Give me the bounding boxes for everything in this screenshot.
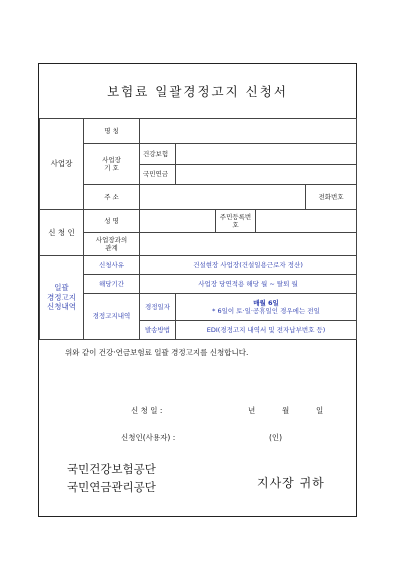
date-month-label: 월 xyxy=(282,406,290,415)
date-value-note: * 6일이 토·일·공휴일인 경우에는 전일 xyxy=(212,307,320,315)
business-section-label: 사업장 xyxy=(40,119,84,210)
address-field[interactable] xyxy=(140,185,306,210)
national-pension-field[interactable] xyxy=(176,165,357,185)
business-name-field[interactable] xyxy=(140,119,357,144)
relation-field[interactable] xyxy=(140,233,357,256)
rrn-field[interactable] xyxy=(256,210,357,233)
phone-label: 전화번호 xyxy=(306,185,357,210)
addressee: 지사장 귀하 xyxy=(257,476,325,490)
business-number-label: 사업장 기 호 xyxy=(84,144,140,185)
seal-mark: (인) xyxy=(269,433,283,442)
relation-label: 사업장과의 관계 xyxy=(84,233,140,256)
application-form xyxy=(38,63,357,517)
applicant-name-field[interactable] xyxy=(140,210,216,233)
form-title: 보험료 일괄경정고지 신청서 xyxy=(107,84,288,99)
date-value xyxy=(176,294,357,321)
national-pension-label: 국민연금 xyxy=(140,165,176,185)
method-label: 발송방법 xyxy=(140,321,176,340)
date-day-label: 일 xyxy=(316,406,324,415)
health-insurance-field[interactable] xyxy=(176,144,357,165)
applicant-name-label: 성 명 xyxy=(84,210,140,233)
date-value-main: 매월 6일 xyxy=(253,298,279,307)
period-value: 사업장 당연적용 해당 월 ~ 탈퇴 월 xyxy=(140,275,357,294)
reason-label: 신청사유 xyxy=(84,256,140,275)
form-table xyxy=(39,118,357,340)
health-insurance-label: 건강보험 xyxy=(140,144,176,165)
date-year-label: 년 xyxy=(248,406,256,415)
reason-value: 건설현장 사업장(건설일용근로자 정산) xyxy=(140,256,357,275)
address-label: 주 소 xyxy=(84,185,140,210)
method-value: EDI(경정고지 내역서 및 전자납부번호 등) xyxy=(176,321,357,340)
organization-pension: 국민연금관리공단 xyxy=(67,480,156,494)
business-name-label: 명 칭 xyxy=(84,119,140,144)
organization-health: 국민건강보험공단 xyxy=(67,462,156,476)
signer-label: 신청인(사용자) : xyxy=(121,433,176,442)
rrn-label: 주민등록번호 xyxy=(216,210,256,233)
notice-details-label: 경정고지내역 xyxy=(84,294,140,340)
date-label: 경정일자 xyxy=(140,294,176,321)
applicant-section-label: 신 청 인 xyxy=(40,210,84,256)
application-date-label: 신 청 일 : xyxy=(131,406,163,415)
application-statement: 위와 같이 건강·연금보험료 일괄 경정고지를 신청합니다. xyxy=(65,348,249,357)
period-label: 해당기간 xyxy=(84,275,140,294)
details-section-label: 일괄 경정고지 신청내역 xyxy=(40,256,84,340)
